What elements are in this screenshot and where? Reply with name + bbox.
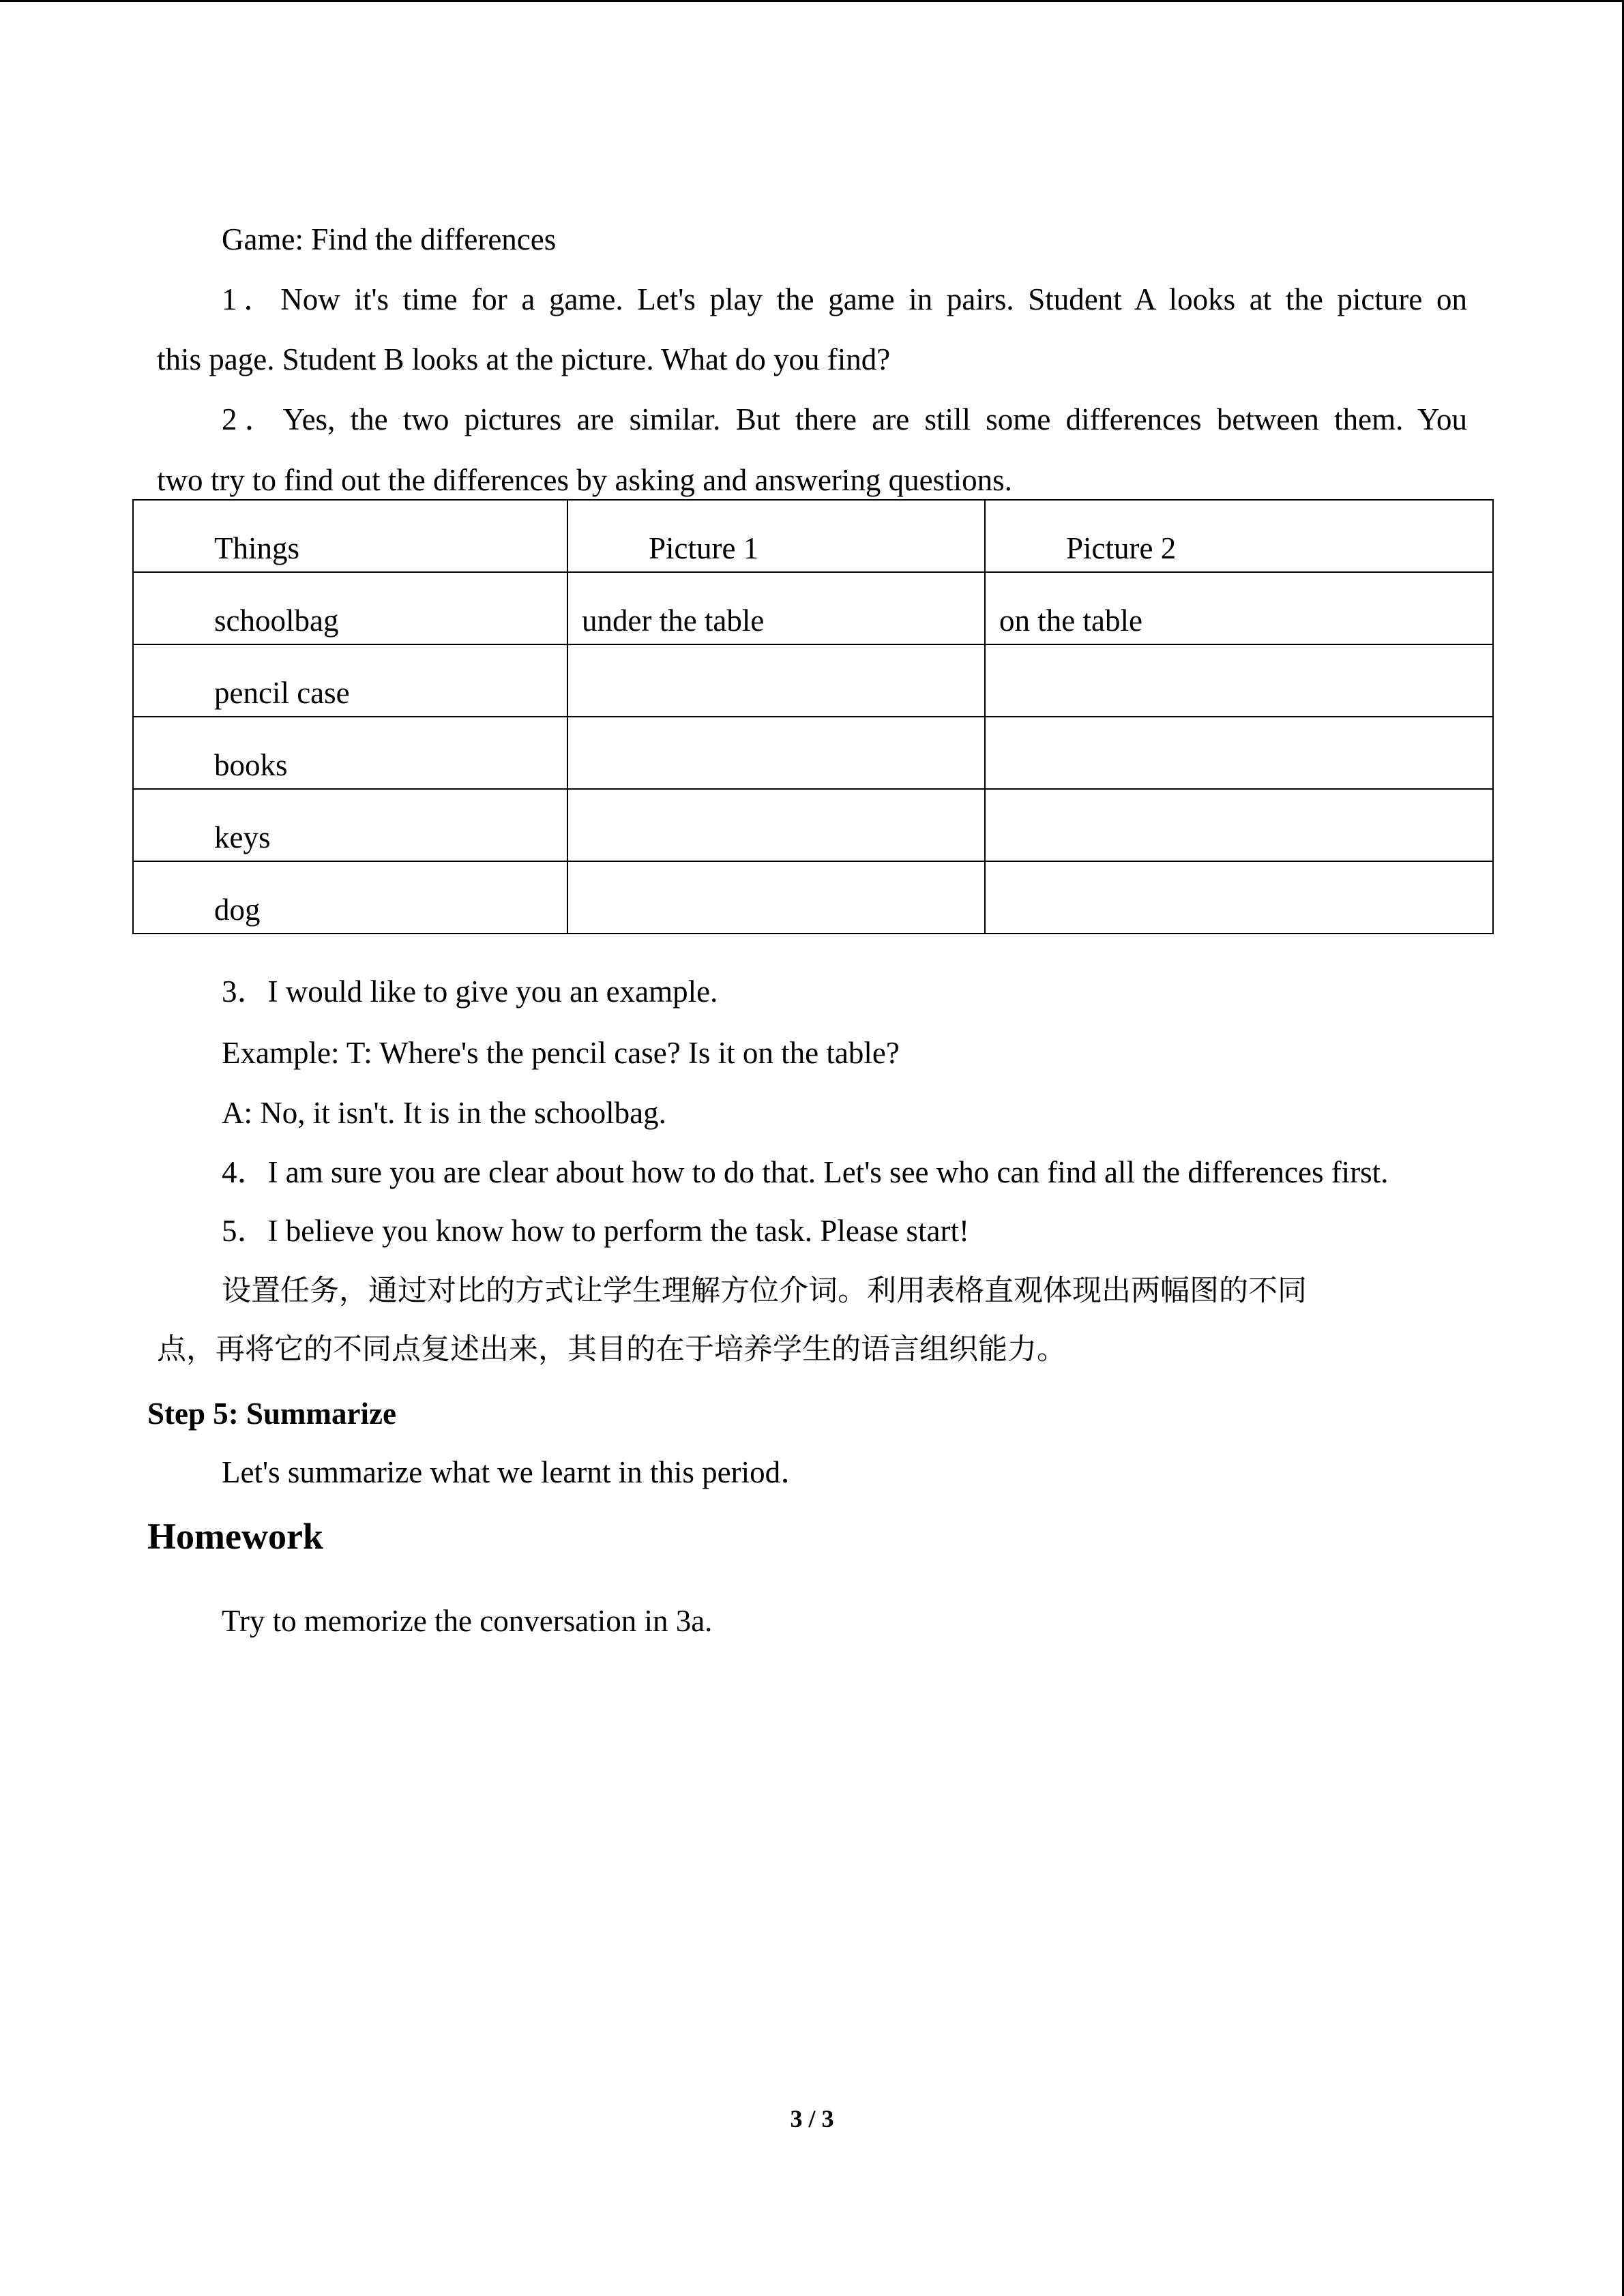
table-cell-picture-1 <box>567 861 985 934</box>
table-cell-thing: schoolbag <box>133 572 567 644</box>
header-cell-things: Things <box>133 500 567 572</box>
table-cell-thing: pencil case <box>133 644 567 717</box>
table-row <box>133 717 1493 789</box>
paragraph-4: 4．I am sure you are clear about how to do that. Let's see who can find all the differences first. <box>222 1155 1389 1189</box>
homework-heading: Homework <box>147 1516 323 1557</box>
table-cell-picture-2 <box>985 861 1493 934</box>
paragraph-1-line-1: 1．Now it's time for a game. Let's play the game in pairs. Student A looks at the picture on <box>222 282 1467 316</box>
table-cell-picture-2 <box>985 717 1493 789</box>
paragraph-5: 5．I believe you know how to perform the task. Please start! <box>222 1214 969 1248</box>
table-cell-picture-1 <box>567 789 985 861</box>
step-5-heading: Step 5: Summarize <box>147 1397 396 1431</box>
table-cell-thing: dog <box>133 861 567 934</box>
header-cell-picture-2: Picture 2 <box>985 500 1493 572</box>
table-cell-picture-1 <box>567 644 985 717</box>
paragraph-2-line-1: 2．Yes, the two pictures are similar. But there are still some differences between them. You <box>222 402 1467 436</box>
table-cell-thing: books <box>133 717 567 789</box>
paragraph-1-line-2: this page. Student B looks at the picture. What do you find? <box>157 342 891 376</box>
chinese-note-line-2: 点，再将它的不同点复述出来，其目的在于培养学生的语言组织能力。 <box>157 1332 1066 1367</box>
example-question: Example: T: Where's the pencil case? Is it on the table? <box>222 1036 900 1070</box>
table-row <box>133 572 1493 644</box>
homework-text: Try to memorize the conversation in 3a. <box>222 1604 713 1638</box>
example-answer: A: No, it isn't. It is in the schoolbag. <box>222 1096 666 1130</box>
table-cell-picture-2 <box>985 789 1493 861</box>
table-row <box>133 789 1493 861</box>
table-header-row <box>133 500 1493 572</box>
game-title: Game: Find the differences <box>222 222 557 256</box>
table-cell-thing: keys <box>133 789 567 861</box>
chinese-note-line-1: 设置任务，通过对比的方式让学生理解方位介词。利用表格直观体现出两幅图的不同 <box>222 1274 1307 1308</box>
table-cell-picture-2: on the table <box>985 572 1493 644</box>
step-5-text: Let's summarize what we learnt in this period． <box>222 1455 812 1489</box>
table-cell-picture-1: under the table <box>567 572 985 644</box>
table-row <box>133 861 1493 934</box>
table-row <box>133 644 1493 717</box>
page-number: 3 / 3 <box>790 2105 834 2132</box>
table-cell-picture-2 <box>985 644 1493 717</box>
differences-table <box>132 499 1494 934</box>
paragraph-2-line-2: two try to find out the differences by asking and answering questions. <box>157 463 1012 497</box>
paragraph-3: 3．I would like to give you an example. <box>222 974 718 1009</box>
table-cell-picture-1 <box>567 717 985 789</box>
header-cell-picture-1: Picture 1 <box>567 500 985 572</box>
